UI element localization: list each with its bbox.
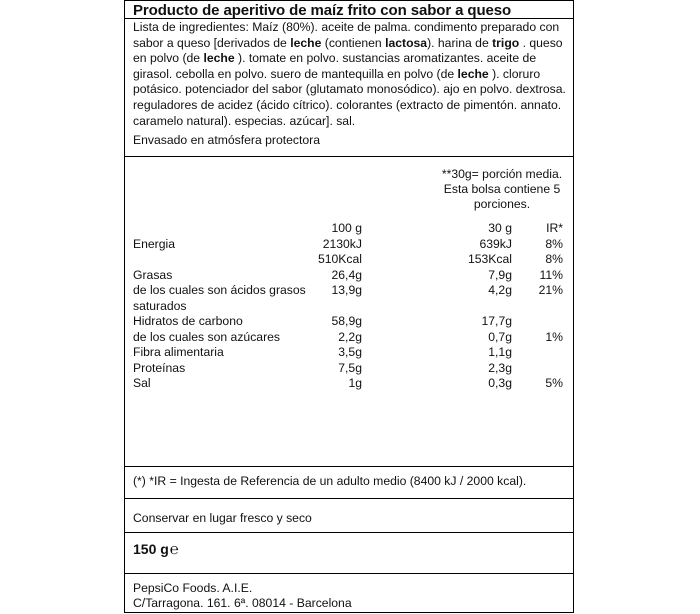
nutrition-row <box>133 268 569 284</box>
value-30g: 7,9g <box>488 267 512 282</box>
ingredient-text: ). tomate en polvo. sustancias aromatizantes. aceite de girasol. cebolla en polvo. suero de mantequilla en polvo (de <box>133 51 537 81</box>
net-weight <box>133 541 179 558</box>
ingredients-list <box>133 20 569 129</box>
nutrition-header-row <box>133 221 569 237</box>
nutrition-row <box>133 283 569 299</box>
value-100g: 510Kcal <box>317 252 362 266</box>
value-30g: 0,7g <box>488 329 512 344</box>
value-30g: 1,1g <box>488 345 512 359</box>
nutrition-row <box>133 330 569 346</box>
value-100g: 13,9g <box>331 283 362 297</box>
nutrition-row <box>133 345 569 361</box>
value-ir: 1% <box>545 329 563 344</box>
nutrition-table <box>133 221 569 392</box>
value-100g: 100 g <box>331 221 362 235</box>
net-weight-value: 150 g <box>133 541 169 557</box>
ingredient-text: ). cloruro potásico. potenciador del sabor (glutamato monosódico). ajo en polvo. dextrosa. reguladores de acidez (ácido cítrico). colorantes (extracto de pimentón. annato. caramelo natural). especias. azúcar]. sal. <box>133 66 566 128</box>
allergen-text: leche <box>290 35 322 50</box>
nutrient-label: Grasas <box>133 267 173 282</box>
value-ir: 8% <box>545 252 563 266</box>
value-ir: 11% <box>539 267 563 282</box>
value-ir: 5% <box>545 376 563 390</box>
ir-footnote: (*) *IR = Ingesta de Referencia de un adulto medio (8400 kJ / 2000 kcal). <box>133 474 527 488</box>
nutrient-label: de los cuales son ácidos grasos <box>133 283 306 297</box>
packaging-note: Envasado en atmósfera protectora <box>133 133 320 147</box>
nutrient-label: Sal <box>133 376 151 390</box>
value-100g: 1g <box>348 376 362 390</box>
value-30g: 30 g <box>488 221 512 235</box>
company-address: C/Tarragona. 161. 6ª. 08014 - Barcelona <box>133 596 352 610</box>
nutrition-row <box>133 252 569 268</box>
divider-packaging <box>124 156 574 157</box>
ingredient-text: . queso en polvo (de <box>133 35 563 66</box>
estimated-sign-icon: ℮ <box>169 541 179 558</box>
nutrient-label: Energia <box>133 236 176 251</box>
value-100g: 7,5g <box>338 360 362 375</box>
divider-bottom <box>124 612 574 613</box>
divider-storage <box>124 532 574 533</box>
value-100g: 26,4g <box>331 267 362 282</box>
value-30g: 17,7g <box>481 314 512 328</box>
portion-note: **30g= porción media. Esta bolsa contiene 5 porciones. <box>441 167 563 211</box>
divider-weight <box>124 573 574 574</box>
company-name: PepsiCo Foods. A.I.E. <box>133 581 253 595</box>
nutrition-row <box>133 314 569 330</box>
value-100g: 3,5g <box>338 345 362 359</box>
value-30g: 639kJ <box>479 236 512 251</box>
divider-top <box>124 0 574 1</box>
divider-nutrition <box>124 466 574 467</box>
value-ir: 8% <box>545 236 563 251</box>
product-title: Producto de aperitivo de maíz frito con sabor a queso <box>133 2 512 19</box>
company-info <box>133 581 352 611</box>
value-30g: 4,2g <box>488 283 512 297</box>
allergen-text: lactosa <box>385 35 428 50</box>
value-30g: 2,3g <box>488 360 512 375</box>
nutrient-label: Hidratos de carbono <box>133 314 243 328</box>
value-ir: 21% <box>538 283 563 297</box>
ingredient-text: ). harina de <box>427 35 493 50</box>
value-30g: 0,3g <box>488 376 512 390</box>
nutrition-row <box>133 376 569 392</box>
value-100g: 2130kJ <box>322 236 362 251</box>
nutrition-row <box>133 237 569 253</box>
value-ir: IR* <box>546 221 563 235</box>
nutrition-row <box>133 299 569 315</box>
value-100g: 2,2g <box>338 329 362 344</box>
ingredient-text: Lista de ingredientes: Maíz (80%). aceite de palma. condimento preparado con sabor a queso [derivados de <box>133 20 560 50</box>
nutrient-label: saturados <box>133 298 187 313</box>
nutrient-label: Fibra alimentaria <box>133 345 224 359</box>
ingredient-text: (contienen <box>321 35 386 50</box>
allergen-text: trigo <box>492 35 520 50</box>
allergen-text: leche <box>203 51 235 66</box>
divider-ir-note <box>124 498 574 499</box>
value-30g: 153Kcal <box>467 252 512 266</box>
value-100g: 58,9g <box>331 314 362 328</box>
nutrition-row <box>133 361 569 377</box>
storage-instructions: Conservar en lugar fresco y seco <box>133 511 312 525</box>
nutrient-label: Proteínas <box>133 360 186 375</box>
nutrient-label: de los cuales son azúcares <box>133 329 281 344</box>
allergen-text: leche <box>457 66 489 81</box>
